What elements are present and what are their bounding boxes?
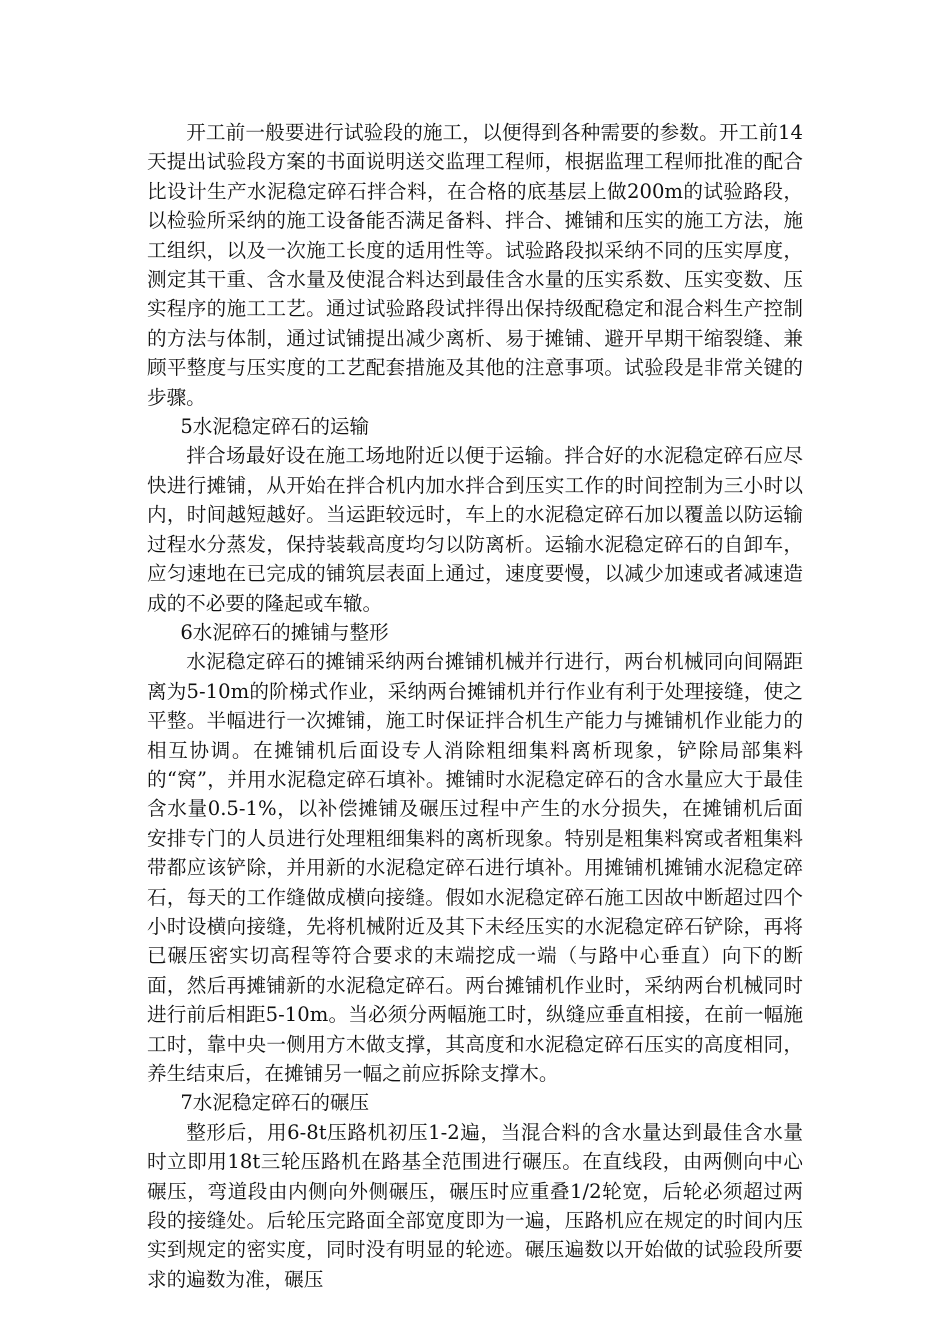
section-heading-transport: 5水泥稳定碎石的运输	[180, 415, 370, 439]
section-heading-rolling: 7水泥稳定碎石的碾压	[180, 1091, 370, 1115]
paragraph-rolling: 整形后，用6-8t压路机初压1-2遍，当混合料的含水量达到最佳含水量时立即用18t三轮压路机在路基全范围进行碾压。在直线段，由两侧向中心碾压，弯道段由内侧向外侧碾压，碾压时应重叠1/2轮宽，后轮必须超过两段的接缝处。后轮压完路面全部宽度即为一遍，压路机应在规定的时间内压实到规定的密实度，同时没有明显的轮迹。碾压遍数以开始做的试验段所要求的遍数为准，碾压	[147, 1120, 803, 1291]
paragraph-transport: 拌合场最好设在施工场地附近以便于运输。拌合好的水泥稳定碎石应尽快进行摊铺，从开始在拌合机内加水拌合到压实工作的时间控制为三小时以内，时间越短越好。当运距较远时，车上的水泥稳定碎石加以覆盖以防运输过程水分蒸发，保持装载高度均匀以防离析。运输水泥稳定碎石的自卸车，应匀速地在已完成的铺筑层表面上通过，速度要慢，以减少加速或者减速造成的不必要的隆起或车辙。	[147, 444, 803, 615]
paragraph-paving: 水泥稳定碎石的摊铺采纳两台摊铺机械并行进行，两台机械同向间隔距离为5-10m的阶梯式作业，采纳两台摊铺机并行作业有利于处理接缝，使之平整。半幅进行一次摊铺，施工时保证拌合机生产能力与摊铺机作业能力的相互协调。在摊铺机后面设专人消除粗细集料离析现象，铲除局部集料的“窝”，并用水泥稳定碎石填补。摊铺时水泥稳定碎石的含水量应大于最佳含水量0.5-1%，以补偿摊铺及碾压过程中产生的水分损失，在摊铺机后面安排专门的人员进行处理粗细集料的离析现象。特别是粗集料窝或者粗集料带都应该铲除，并用新的水泥稳定碎石进行填补。用摊铺机摊铺水泥稳定碎石，每天的工作缝做成横向接缝。假如水泥稳定碎石施工因故中断超过四个小时设横向接缝，先将机械附近及其下未经压实的水泥稳定碎石铲除，再将已碾压密实切高程等符合要求的末端挖成一端（与路中心垂直）向下的断面，然后再摊铺新的水泥稳定碎石。两台摊铺机作业时，采纳两台机械同时进行前后相距5-10m。当必须分两幅施工时，纵缝应垂直相接，在前一幅施工时，靠中央一侧用方木做支撑，其高度和水泥稳定碎石压实的高度相同，养生结束后，在摊铺另一幅之前应拆除支撑木。	[147, 650, 803, 1085]
document-body	[147, 118, 803, 1294]
paragraph-test-section: 开工前一般要进行试验段的施工，以便得到各种需要的参数。开工前14天提出试验段方案的书面说明送交监理工程师，根据监理工程师批准的配合比设计生产水泥稳定碎石拌合料，在合格的底基层上做200m的试验路段，以检验所采纳的施工设备能否满足备料、拌合、摊铺和压实的施工方法，施工组织，以及一次施工长度的适用性等。试验路段拟采纳不同的压实厚度，测定其干重、含水量及使混合料达到最佳含水量的压实系数、压实变数、压实程序的施工工艺。通过试验路段试拌得出保持级配稳定和混合料生产控制的方法与体制，通过试铺提出减少离析、易于摊铺、避开早期干缩裂缝、兼顾平整度与压实度的工艺配套措施及其他的注意事项。试验段是非常关键的步骤。	[147, 121, 803, 409]
section-heading-paving: 6水泥碎石的摊铺与整形	[180, 620, 389, 644]
